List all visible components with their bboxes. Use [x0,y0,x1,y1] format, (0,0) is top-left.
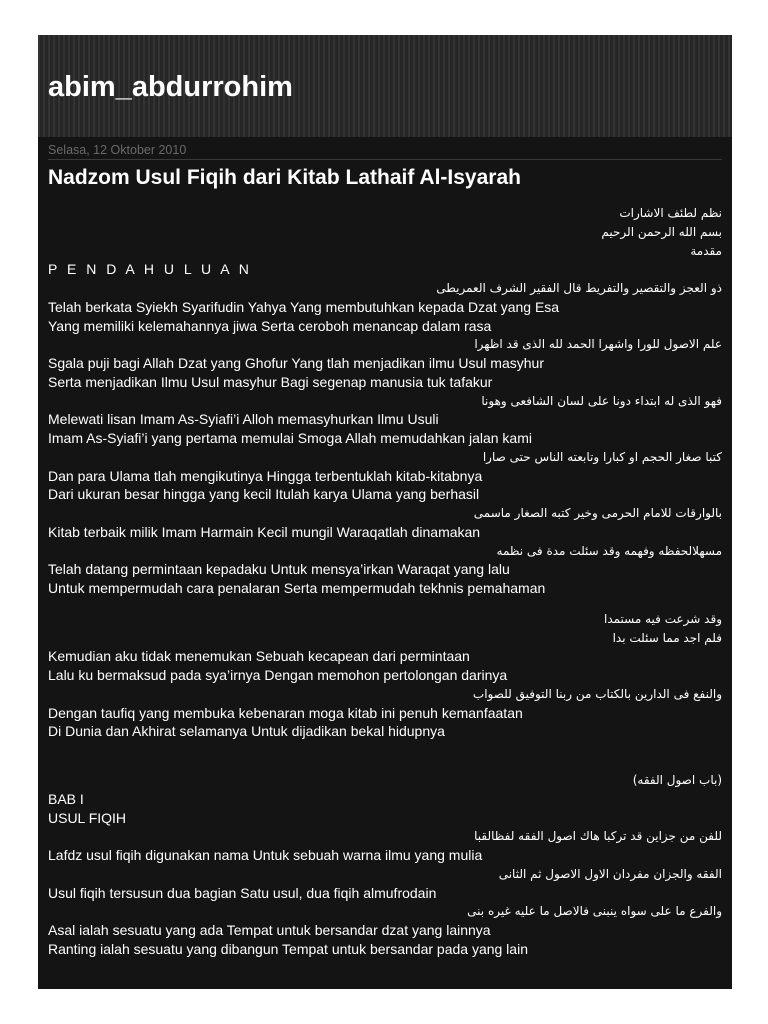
post-title-link[interactable]: Nadzom Usul Fiqih dari Kitab Lathaif Al-Isyarah [48,166,521,189]
post-line: Yang memiliki kelemahannya jiwa Serta ceroboh menancap dalam rasa [48,317,492,334]
post-line-arabic: فلم اجد مما سئلت بدا [612,630,722,645]
post-line-arabic: مسهلالحفظه وفهمه وقد سئلت مدة فى نظمه [496,543,722,558]
post-line: Ranting ialah sesuatu yang dibangun Tempat untuk bersandar pada yang lain [48,940,528,957]
post-line-arabic: نظم لطئف الاشارات [619,206,722,220]
post-line-arabic: فهو الذى له ابتداء دونا على لسان الشافعى وهونا [481,393,722,408]
post-line-arabic: (باب اصول الفقه) [632,773,722,787]
post-line-arabic: كتبا صغار الحجم او كبارا وتابعته الناس حتى صارا [482,449,722,464]
post-line: Kitab terbaik milik Imam Harmain Kecil mungil Waraqatlah dinamakan [48,523,481,540]
post-line-arabic: الفقه والجزان مفردان الاول الاصول ثم الثانى [498,866,722,881]
post-line: Serta menjadikan Ilmu Usul masyhur Bagi segenap manusia tuk tafakur [48,373,493,390]
post-line: Untuk mempermudah cara penalaran Serta mempermudah tekhnis pemahaman [48,580,546,596]
post-line-arabic: للفن من جزاين قد تركبا هاك اصول الفقه لفظالقبا [474,829,722,844]
post-line: Telah datang permintaan kepadaku Untuk mensya’irkan Waraqat yang lalu [48,561,510,578]
section-heading: P E N D A H U L U A N [48,261,252,278]
post-line: Melewati lisan Imam As-Syiafi’i Alloh memasyhurkan Ilmu Usuli [48,411,439,428]
post-line: Telah berkata Syiekh Syarifudin Yahya Yang membutuhkan kepada Dzat yang Esa [48,298,560,315]
post-line-arabic: ذو العجز والتقصير والتفريط قال الفقير الشرف العمريطى [436,281,722,295]
post-line: Kemudian aku tidak menemukan Sebuah kecapean dari permintaan [48,648,470,665]
post-line: Asal ialah sesuatu yang ada Tempat untuk bersandar dzat yang lainnya [48,922,491,938]
post-line-arabic: بسم الله الرحمن الرحيم [601,224,722,239]
blog-page [38,35,732,989]
post-body [48,204,722,959]
post-line: Lalu ku bermaksud pada sya’irnya Dengan memohon pertolongan darinya [48,667,508,683]
post-line-arabic: بالوارقات للامام الحرمى وخير كتبه الصغار ماسمى [473,506,722,520]
post-line-arabic: وقد شرعت فيه مستمدا [603,611,722,626]
post-line-arabic: مقدمة [690,243,722,258]
blog-title-link[interactable]: abim_abdurrohim [48,71,293,103]
post-date: Selasa, 12 Oktober 2010 [48,143,187,157]
post-line-arabic: علم الاصول للورا واشهرا الحمد لله الذى قد اظهرا [474,337,722,352]
post-line-arabic: والنفع فى الدارين بالكتاب من ربنا التوفيق للصواب [472,686,722,701]
post-line: Imam As-Syiafi’i yang pertama memulai Smoga Allah memudahkan jalan kami [48,430,532,446]
post-line: Dengan taufiq yang membuka kebenaran moga kitab ini penuh kemanfaatan [48,704,523,721]
post-line: Dan para Ulama tlah mengikutinya Hingga terbentuklah kitab-kitabnya [48,467,483,484]
post-line: Lafdz usul fiqih digunakan nama Untuk sebuah warna ilmu yang mulia [48,847,483,863]
chapter-title: USUL FIQIH [48,809,127,826]
post-line: Usul fiqih tersusun dua bagian Satu usul, dua fiqih almufrodain [48,884,437,901]
chapter-label: BAB I [48,790,84,807]
blog-header [38,35,732,137]
post-line-arabic: والفرع ما على سواه ينبنى فالاصل ما عليه غيره بنى [467,904,722,919]
post-line: Sgala puji bagi Allah Dzat yang Ghofur Yang tlah menjadikan ilmu Usul masyhur [48,355,544,371]
post-line: Dari ukuran besar hingga yang kecil Itulah karya Ulama yang berhasil [48,486,480,503]
post-line: Di Dunia dan Akhirat selamanya Untuk dijadikan bekal hidupnya [48,723,445,740]
date-divider [48,159,722,160]
